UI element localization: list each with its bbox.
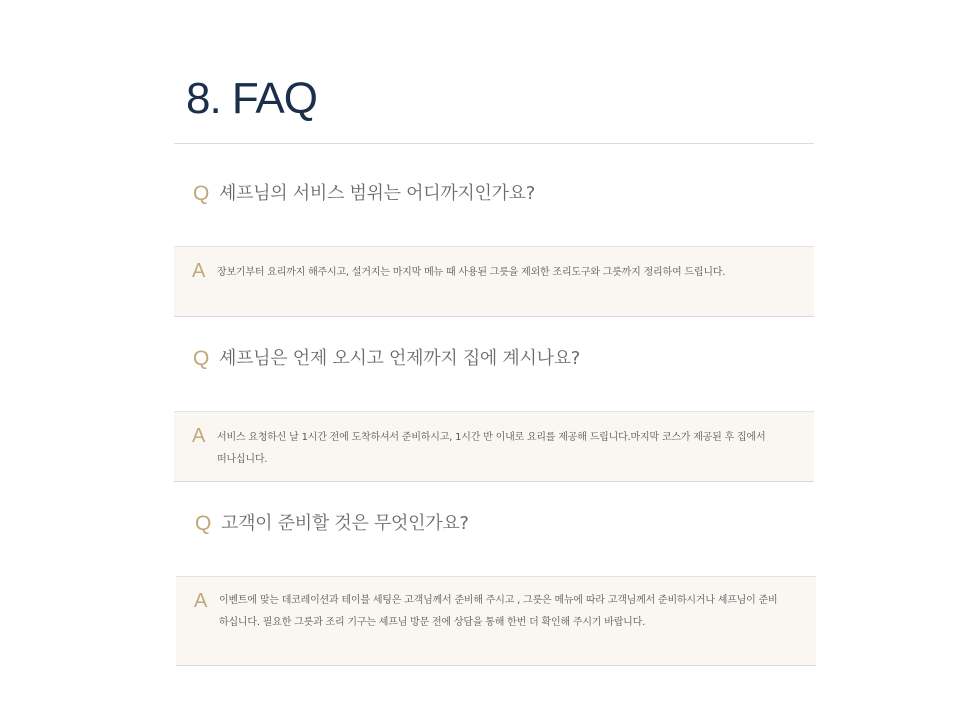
- answer-text: 이벤트에 맞는 데코레이션과 테이블 세팅은 고객님께서 준비해 주시고 , 그릇은 메뉴에 따라 고객님께서 준비하시거나 셰프님이 준비하십니다. 필요한 그릇과 조리 기구는 셰프님 방문 전에 상담을 통해 한번 더 확인해 주시기 바랍니다.: [219, 595, 778, 628]
- faq-answer-1: [174, 246, 814, 317]
- question-text: 셰프님은 언제 오시고 언제까지 집에 계시나요?: [219, 348, 581, 369]
- faq-answer-2: [174, 411, 814, 482]
- question-mark: Q: [193, 347, 210, 370]
- question-mark: Q: [193, 182, 210, 205]
- answer-mark: A: [192, 425, 206, 447]
- faq-question-3[interactable]: [195, 509, 469, 539]
- question-text: 셰프님의 서비스 범위는 어디까지인가요?: [219, 183, 536, 204]
- faq-answer-3: [176, 576, 816, 666]
- answer-text: 서비스 요청하신 날 1시간 전에 도착하셔서 준비하시고, 1시간 반 이내로 요리를 제공해 드립니다.마지막 코스가 제공된 후 집에서 떠나십니다.: [217, 432, 766, 465]
- answer-mark: A: [194, 590, 208, 612]
- title-divider: [174, 143, 814, 144]
- answer-mark: A: [192, 260, 206, 282]
- faq-question-2[interactable]: [193, 344, 580, 374]
- page-title: 8. FAQ: [186, 74, 317, 123]
- question-text: 고객이 준비할 것은 무엇인가요?: [221, 513, 469, 534]
- faq-question-1[interactable]: [193, 179, 535, 209]
- answer-text: 장보기부터 요리까지 해주시고, 설거지는 마지막 메뉴 때 사용된 그릇을 제외한 조리도구와 그릇까지 정리하여 드립니다.: [217, 267, 726, 278]
- question-mark: Q: [195, 512, 212, 535]
